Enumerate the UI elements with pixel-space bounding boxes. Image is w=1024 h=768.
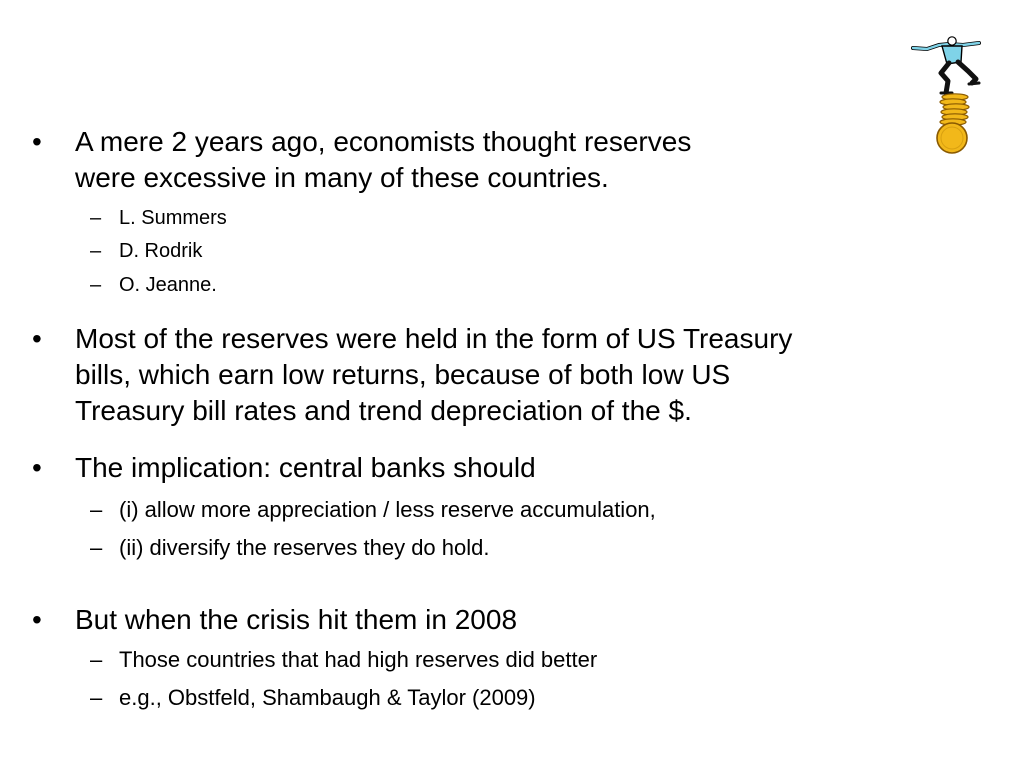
bullet-marker: • — [32, 452, 42, 483]
bullet-line: bills, which earn low returns, because of both low US — [75, 359, 731, 390]
bullet-text — [75, 124, 691, 196]
bullet-text — [75, 602, 517, 638]
sub-bullet-marker: – — [90, 240, 102, 262]
bullet-marker: • — [32, 126, 42, 157]
sub-bullet-marker: – — [90, 497, 103, 522]
sub-bullet-marker: – — [90, 647, 103, 672]
sub-bullet-text: (i) allow more appreciation / less reserve accumulation, — [119, 497, 656, 522]
sub-bullet-marker: – — [90, 207, 102, 229]
bullet-line: But when the crisis hit them in 2008 — [75, 604, 518, 635]
sub-bullet-text: (ii) diversify the reserves they do hold. — [119, 535, 490, 560]
sub-bullet-text: e.g., Obstfeld, Shambaugh & Taylor (2009) — [119, 685, 536, 710]
bullet-line: The implication: central banks should — [75, 452, 536, 483]
sub-bullet-text: L. Summers — [119, 207, 227, 229]
bullet-line: Treasury bill rates and trend depreciation of the $. — [75, 395, 692, 426]
bullet-line: A mere 2 years ago, economists thought reserves — [75, 126, 692, 157]
sub-bullet-marker: – — [90, 274, 102, 296]
sub-bullet-marker: – — [90, 535, 103, 560]
sub-bullet-marker: – — [90, 685, 103, 710]
bullet-line: were excessive in many of these countries. — [75, 162, 609, 193]
sub-bullet-text: O. Jeanne. — [119, 274, 217, 296]
sub-bullet-text: Those countries that had high reserves did better — [119, 647, 598, 672]
person-balancing-on-coin-stack-icon — [905, 35, 995, 160]
bullet-line: Most of the reserves were held in the form of US Treasury — [75, 323, 793, 354]
bullet-text — [75, 321, 792, 429]
sub-bullet-text: D. Rodrik — [119, 240, 203, 262]
bullet-marker: • — [32, 323, 42, 354]
bullet-marker: • — [32, 604, 42, 635]
bullet-text — [75, 450, 536, 486]
